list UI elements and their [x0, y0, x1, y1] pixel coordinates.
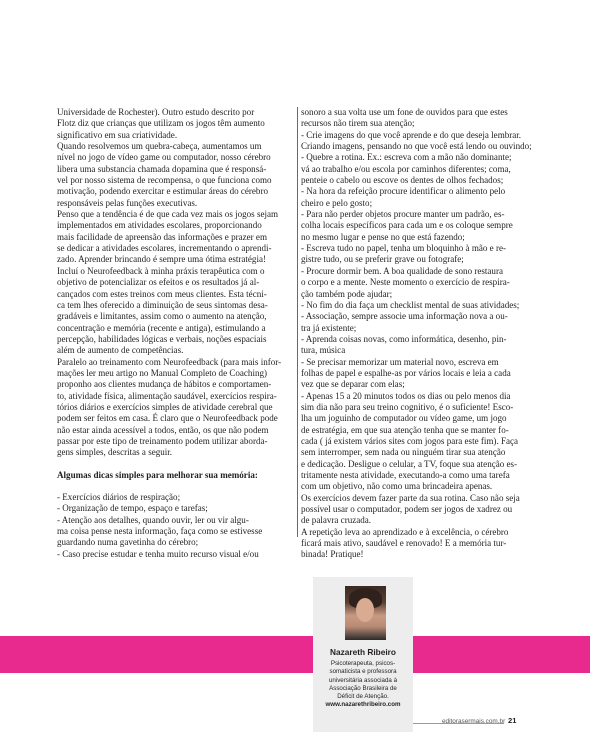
- text-line: cheiro e pelo gosto;: [301, 197, 373, 208]
- text-line: tura, música: [301, 345, 346, 356]
- text-line: sim dia não para seu treino cognitivo, é o suficiente! Esco-: [301, 401, 514, 412]
- text-line: objetivo de potencializar os efeitos e os resultados já al-: [57, 277, 260, 288]
- text-line: - Organização de tempo, espaço e tarefas;: [57, 503, 208, 514]
- text-line: - Atenção aos detalhes, quando ouvir, ler ou vir algu-: [57, 514, 249, 525]
- page-number: 21: [508, 716, 517, 725]
- text-line: colha locais específicos para cada um e os coloque sempre: [301, 220, 513, 231]
- author-website-link[interactable]: www.nazarethribeiro.com: [325, 701, 401, 709]
- text-line: responsáveis pelas funções executivas.: [57, 197, 198, 208]
- text-line: concentração e memória (recente e antiga), estimulando a: [57, 322, 266, 333]
- text-line: tritamente nesta atividade, executando-a como uma tarefa: [301, 470, 510, 480]
- text-line: folhas de papel e espalhe-as por vários locais e leia a cada: [301, 367, 511, 378]
- accent-band: [0, 636, 590, 673]
- text-line: mais facilidade de apreensão das informações e prazer em: [57, 231, 267, 242]
- text-line: sonoro a sua volta use um fone de ouvidos para que estes: [301, 107, 508, 117]
- author-bio-line: universitária associada à: [328, 676, 398, 684]
- text-line: com um objetivo, não como uma brincadeira apenas.: [301, 481, 493, 492]
- text-line: - Escreva tudo no papel, tenha um bloquinho à mão e re-: [301, 243, 506, 254]
- text-line: - Apenas 15 a 20 minutos todos os dias ou pelo menos dia: [301, 390, 511, 401]
- text-line: vel por nosso sistema de recompensa, o que funciona como: [57, 175, 272, 186]
- text-line: nível no jogo de vídeo game ou computador, nosso cérebro: [57, 152, 271, 163]
- text-line: e dedicação. Desligue o celular, a TV, foque sua atenção es-: [301, 458, 518, 469]
- text-line: ficará mais ativo, saudável e renovado! E a memória tur-: [301, 538, 507, 549]
- text-line: Paralelo ao treinamento com Neurofeedback (para mais infor-: [57, 356, 282, 367]
- text-line: sem interromper, sem nada ou ninguém tirar sua atenção: [301, 447, 506, 458]
- author-bio-line: Psicoterapeuta, psicos-: [330, 660, 396, 667]
- text-line: - Procure dormir bem. A boa qualidade de sono restaura: [301, 265, 503, 276]
- text-line: cançados com estes treinos com meus clientes. Esta técni-: [57, 288, 267, 299]
- text-line: [57, 481, 293, 492]
- text-line: o corpo e a mente. Neste momento o exercício de respira-: [301, 277, 510, 288]
- text-line: motivação, podendo exercitar e estimular áreas do cérebro: [57, 186, 268, 197]
- text-line: - Quebre a rotina. Ex.: escreva com a mão não dominante;: [301, 152, 512, 163]
- text-line: Universidade de Rochester). Outro estudo descrito por: [57, 107, 255, 117]
- column-divider: [297, 107, 298, 537]
- text-line: significativo em sua criatividade.: [57, 129, 178, 140]
- text-line: Flotz diz que crianças que utilizam os jogos têm aumento: [57, 118, 265, 129]
- text-line: Os exercícios devem fazer parte da sua rotina. Caso não seja: [301, 492, 520, 503]
- text-line: passar por este tipo de treinamento podem utilizar aborda-: [57, 435, 268, 446]
- text-line: ma coisa pense nesta informação, faça como se estivesse: [57, 526, 263, 537]
- text-line: Penso que a tendência é de que cada vez mais os jogos sejam: [57, 209, 279, 220]
- text-line: lha um joguinho de computador ou vídeo game, um jogo: [301, 413, 507, 424]
- text-line: recursos não tirem sua atenção;: [301, 118, 415, 129]
- text-line: de estratégia, em que sua atenção tenha que se manter fo-: [301, 424, 509, 435]
- author-bio-line: Déficit de Atenção.: [337, 693, 389, 701]
- author-bio-line: Associação Brasileira de: [329, 684, 397, 692]
- text-line: se dedicar a atividades escolares, incrementando o aprendi-: [57, 243, 272, 254]
- text-line: - No fim do dia faça um checklist mental de suas atividades;: [301, 299, 520, 310]
- text-line: - Aprenda coisas novas, como informática, desenho, pin-: [301, 333, 507, 344]
- author-bio: [313, 660, 413, 710]
- text-line: proponho aos clientes mudança de hábitos e comportamen-: [57, 379, 272, 390]
- author-bio-line: somaticista e professora: [329, 668, 397, 676]
- text-line: ca tem lhes oferecido a diminuição de seus sintomas desa-: [57, 299, 268, 310]
- text-line: A repetição leva ao aprendizado e à excelência, o cérebro: [301, 526, 509, 537]
- text-line: binada! Pratique!: [301, 549, 364, 560]
- author-photo: [345, 586, 386, 640]
- text-line: vez que se deparar com elas;: [301, 379, 405, 390]
- text-line: gradáveis e limitantes, assim como o aumento na atenção,: [57, 311, 267, 322]
- text-line: gistre tudo, ou se preferir grave ou fotografe;: [301, 254, 464, 265]
- text-line: gens simples, descritas a seguir.: [57, 447, 173, 458]
- text-line: não estar ainda acessível a todos, então, os que não podem: [57, 424, 269, 435]
- text-line: cada ( já existem vários sites com jogos para este fim). Faça: [301, 435, 519, 446]
- text-line: guardando numa gavetinha do cérebro;: [57, 537, 199, 548]
- text-line: de palavra cruzada.: [301, 515, 372, 526]
- text-line: - Associação, sempre associe uma informação nova a ou-: [301, 311, 508, 322]
- text-line: Criando imagens, pensando no que você está lendo ou ouvindo;: [301, 141, 532, 152]
- text-line: Incluí o Neurofeedback à minha práxis terapêutica com o: [57, 265, 265, 276]
- author-photo-face: [356, 598, 374, 622]
- text-line: no mesmo lugar e pense no que está fazendo;: [301, 231, 465, 242]
- text-line: penteie o cabelo ou escove os dentes de olhos fechados;: [301, 175, 504, 186]
- text-line: ção também pode ajudar;: [301, 288, 393, 299]
- text-line: Quando resolvemos um quebra-cabeça, aumentamos um: [57, 141, 262, 152]
- text-line: possível usar o computador, podem ser jogos de xadrez ou: [301, 504, 513, 515]
- text-line: [57, 459, 293, 470]
- text-line: - Exercícios diários de respiração;: [57, 492, 181, 502]
- text-line: to, atividade física, alimentação saudável, exercícios respira-: [57, 390, 277, 401]
- text-line: Algumas dicas simples para melhorar sua memória:: [57, 469, 258, 480]
- text-line: - Caso precise estudar e tenha muito recurso visual e/ou: [57, 548, 259, 559]
- text-line: zado. Aprender brincando é sempre uma ótima estratégia!: [57, 254, 266, 265]
- text-line: podem ser feitos em casa. É claro que o Neurofeedback pode: [57, 413, 278, 424]
- author-name: Nazareth Ribeiro: [330, 647, 396, 657]
- text-line: percepção, habilidades lógicas e verbais, noções espaciais: [57, 333, 267, 344]
- article-column-left: [57, 107, 293, 560]
- text-line: além de aumento de competências.: [57, 345, 184, 356]
- text-line: implementados em atividades escolares, proporcionando: [57, 220, 262, 231]
- footer-site: editorasermais.com.br: [442, 718, 506, 725]
- text-line: tórios diários e exercícios simples de atividade cerebral que: [57, 401, 273, 412]
- text-line: - Se precisar memorizar um material novo, escreva em: [301, 356, 499, 367]
- text-line: libera uma substancia chamada dopamina que é responsá-: [57, 163, 267, 174]
- text-line: vá ao trabalho e/ou escola por caminhos diferentes; coma,: [301, 163, 511, 174]
- text-line: - Para não perder objetos procure manter um padrão, es-: [301, 209, 505, 220]
- text-line: tra já existente;: [301, 322, 357, 333]
- text-line: - Na hora da refeição procure identificar o alimento pelo: [301, 186, 506, 197]
- article-column-right: [301, 107, 537, 561]
- text-line: mações ler meu artigo no Manual Completo de Coaching): [57, 367, 268, 378]
- text-line: - Crie imagens do que você aprende e do que deseja lembrar.: [301, 129, 522, 140]
